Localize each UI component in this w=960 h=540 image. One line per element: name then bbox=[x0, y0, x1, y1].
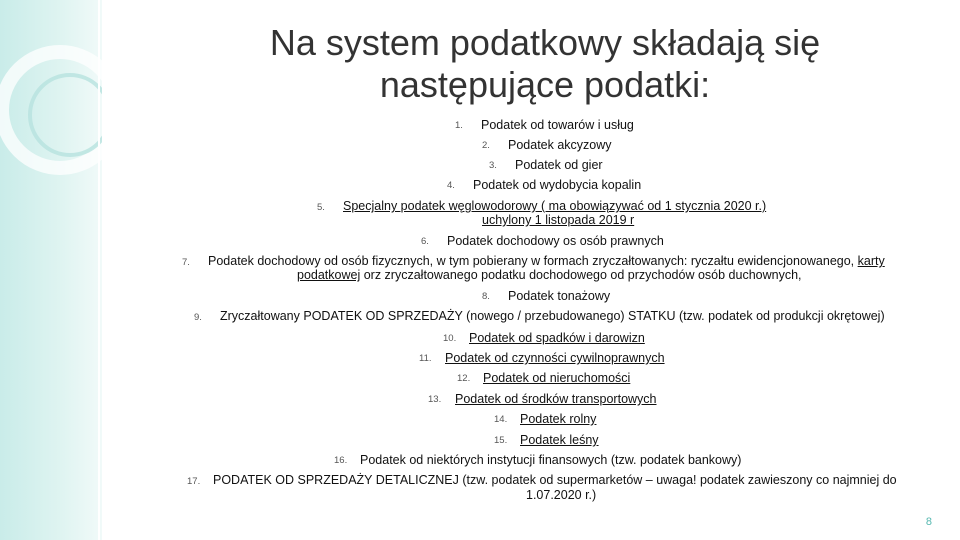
list-item bbox=[343, 199, 766, 214]
list-item-link[interactable]: Podatek od spadków i darowizn bbox=[469, 331, 645, 345]
list-item-text: Podatek dochodowy od osób fizycznych, w tym pobierany w formach zryczałtowanych: ryczałtu ewidencjonowanego, bbox=[208, 254, 858, 268]
item-number: 6. bbox=[421, 236, 429, 247]
title-line-2: następujące podatki: bbox=[379, 64, 711, 105]
list-item: Podatek od gier bbox=[515, 158, 603, 172]
ring-decoration-icon bbox=[0, 0, 102, 540]
list-item-continuation bbox=[482, 213, 634, 228]
item-number: 12. bbox=[457, 373, 471, 384]
item-number: 10. bbox=[443, 333, 457, 344]
list-item bbox=[520, 433, 599, 448]
title-line-1: Na system podatkowy składają się bbox=[269, 22, 821, 63]
karty-link[interactable]: karty bbox=[857, 254, 885, 268]
list-item: PODATEK OD SPRZEDAŻY DETALICZNEJ (tzw. podatek od supermarketów – uwaga! podatek zawieszony co najmniej do bbox=[213, 473, 897, 487]
item-number: 2. bbox=[482, 140, 490, 151]
item-number: 8. bbox=[482, 291, 490, 302]
list-item: Podatek akcyzowy bbox=[508, 138, 612, 152]
list-item-link[interactable]: Podatek od czynności cywilnoprawnych bbox=[445, 351, 665, 365]
podatkowej-link[interactable]: podatkowej bbox=[297, 268, 361, 282]
list-item-continuation: 1.07.2020 r.) bbox=[526, 488, 597, 502]
item-number: 16. bbox=[334, 455, 348, 466]
slide-title bbox=[180, 22, 910, 106]
item-number: 4. bbox=[447, 180, 455, 191]
list-item-link[interactable]: Podatek od nieruchomości bbox=[483, 371, 631, 385]
item-number: 14. bbox=[494, 414, 508, 425]
list-item: Podatek od wydobycia kopalin bbox=[473, 178, 642, 192]
list-item-continuation bbox=[297, 268, 802, 283]
list-item-link[interactable]: Specjalny podatek węglowodorowy ( ma obowiązywać od 1 stycznia 2020 r.) bbox=[343, 199, 767, 213]
list-item-link[interactable]: Podatek rolny bbox=[520, 412, 597, 426]
list-item bbox=[455, 392, 657, 407]
page-number: 8 bbox=[925, 516, 932, 528]
list-item-link[interactable]: Podatek od środków transportowych bbox=[455, 392, 657, 406]
list-item: Podatek od niektórych instytucji finansowych (tzw. podatek bankowy) bbox=[360, 453, 742, 467]
list-item bbox=[469, 331, 645, 346]
list-item bbox=[208, 254, 885, 269]
list-item bbox=[520, 412, 596, 427]
item-number: 5. bbox=[317, 202, 325, 213]
list-item-text: orz zryczałtowanego podatku dochodowego od przychodów osób duchownych, bbox=[360, 268, 802, 282]
item-number: 13. bbox=[428, 394, 442, 405]
list-item bbox=[445, 351, 665, 366]
item-number: 11. bbox=[419, 353, 432, 364]
list-item-link[interactable]: Podatek leśny bbox=[520, 433, 599, 447]
item-number: 3. bbox=[489, 160, 497, 171]
item-number: 7. bbox=[182, 257, 190, 268]
list-item: Podatek dochodowy os osób prawnych bbox=[447, 234, 664, 248]
item-number: 1. bbox=[455, 120, 463, 131]
list-item bbox=[483, 371, 630, 386]
list-item: Podatek od towarów i usług bbox=[481, 118, 634, 132]
item-number: 9. bbox=[194, 312, 202, 323]
list-item-link[interactable]: uchylony 1 listopada 2019 r bbox=[482, 213, 635, 227]
list-item: Podatek tonażowy bbox=[508, 289, 611, 303]
item-number: 15. bbox=[494, 435, 508, 446]
list-item: Zryczałtowany PODATEK OD SPRZEDAŻY (nowego / przebudowanego) STATKU (tzw. podatek od produkcji okrętowej) bbox=[220, 309, 885, 323]
item-number: 17. bbox=[187, 476, 201, 487]
left-decorative-band bbox=[0, 0, 102, 540]
